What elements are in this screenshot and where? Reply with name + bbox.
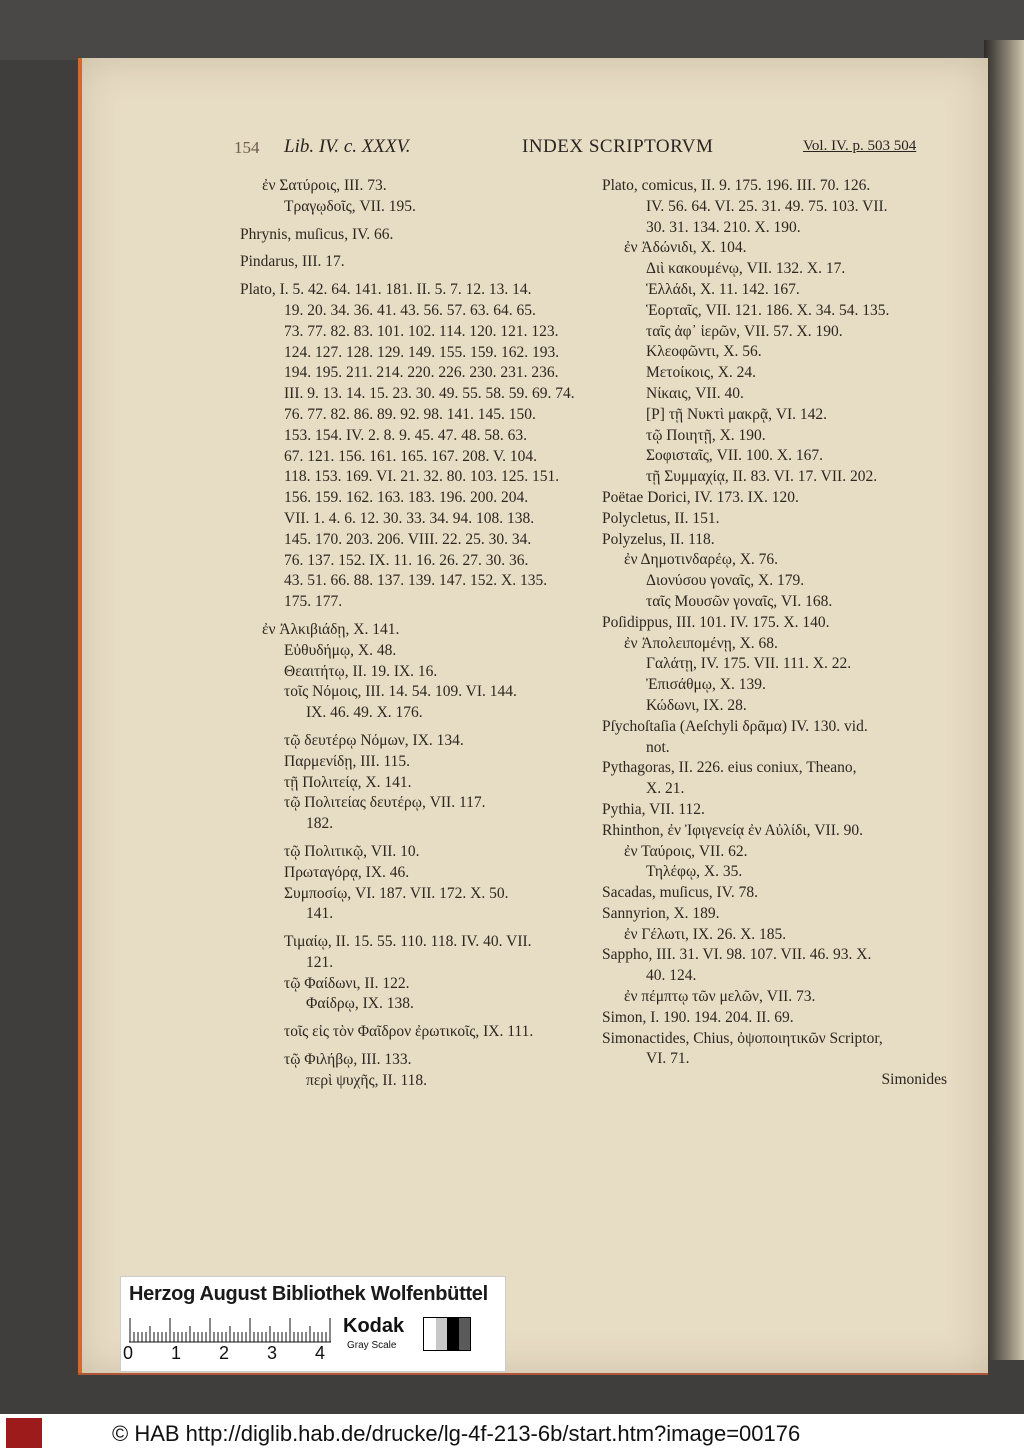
index-entry: Simon, I. 190. 194. 204. II. 69.: [602, 1008, 794, 1026]
ruler-number: 2: [219, 1343, 230, 1363]
index-entry: Plato, comicus, II. 9. 175. 196. III. 70. 126.: [602, 177, 871, 194]
copyright-link[interactable]: © HAB http://diglib.hab.de/drucke/lg-4f-213-6b/start.htm?image=00176: [112, 1421, 801, 1446]
index-entry: 30. 31. 134. 210. X. 190.: [646, 218, 801, 236]
index-entry: Τιμαίῳ, II. 15. 55. 110. 118. IV. 40. VII.: [284, 933, 532, 951]
gray-swatch: [436, 1318, 448, 1350]
index-entry: Μετοίκοις, X. 24.: [646, 364, 757, 382]
gray-swatch: [424, 1318, 436, 1350]
index-entry: τῷ δευτέρῳ Νόμων, IX. 134.: [284, 731, 464, 749]
index-entry: 121.: [306, 953, 334, 971]
page-number: 154: [234, 138, 260, 157]
index-entry: τοῖς εἰς τὸν Φαῖδρον ἐρωτικοῖς, IX. 111.: [284, 1023, 534, 1041]
ruler-number: 4: [315, 1343, 326, 1363]
page-bottom-edge: [78, 1373, 988, 1375]
footer-bar: [0, 1414, 1024, 1454]
index-entry: τῇ Πολιτείᾳ, X. 141.: [284, 773, 412, 791]
index-entry: Sannyrion, X. 189.: [602, 904, 720, 922]
index-entry: Polyzelus, II. 118.: [602, 530, 715, 548]
index-entry: Συμποσίῳ, VI. 187. VII. 172. X. 50.: [284, 884, 509, 902]
index-entry: τῷ Φιλήβῳ, III. 133.: [284, 1051, 412, 1069]
index-entry: 194. 195. 211. 214. 220. 226. 230. 231. 236.: [284, 364, 559, 382]
facing-page-edge: [984, 40, 1024, 1360]
index-entry: VII. 1. 4. 6. 12. 30. 33. 34. 94. 108. 138.: [284, 509, 535, 527]
ruler-number: 1: [171, 1343, 182, 1363]
index-entry: Rhinthon, ἐν Ἰφιγενείᾳ ἐν Αὐλίδι, VII. 90.: [602, 821, 863, 839]
index-entry: Τραγῳδοῖς, VII. 195.: [284, 197, 416, 215]
index-entry: τοῖς Νόμοις, III. 14. 54. 109. VI. 144.: [284, 683, 517, 701]
page-title: INDEX SCRIPTORVM: [522, 136, 714, 157]
index-entry: Ἐπισάθμῳ, X. 139.: [646, 676, 766, 694]
index-entry: περὶ ψυχῆς, II. 118.: [306, 1071, 427, 1089]
index-entry: ταῖς Μουσῶν γοναῖς, VI. 168.: [646, 592, 833, 610]
gray-swatches: [423, 1317, 471, 1351]
gray-swatch: [459, 1318, 471, 1350]
index-entry: 175. 177.: [284, 593, 343, 611]
index-entry: Ἑορταῖς, VII. 121. 186. X. 34. 54. 135.: [646, 301, 890, 319]
index-entry: ἐν Ἀλκιβιάδῃ, X. 141.: [262, 620, 400, 638]
index-entry: Sacadas, muſicus, IV. 78.: [602, 884, 758, 902]
index-entry: 182.: [306, 815, 334, 833]
index-entry: 124. 127. 128. 129. 149. 155. 159. 162. 193.: [284, 343, 560, 361]
index-entry: τῷ Φαίδωνι, II. 122.: [284, 974, 410, 992]
index-entry: ἐν Δημοτινδαρέῳ, X. 76.: [624, 551, 779, 569]
index-entry: τῷ Πολιτείας δευτέρῳ, VII. 117.: [284, 794, 486, 812]
index-entry: Θεαιτήτῳ, II. 19. IX. 16.: [284, 662, 438, 680]
index-entry: Simonactides, Chius, ὀψοποιητικῶν Scriptor,: [602, 1029, 883, 1047]
scale-ruler: [129, 1317, 331, 1343]
index-entry: 67. 121. 156. 161. 165. 167. 208. V. 104.: [284, 447, 538, 465]
color-card: [120, 1276, 506, 1372]
index-entry: τῷ Πολιτικῷ, VII. 10.: [284, 842, 420, 860]
index-entry: ἐν Ἀπολειπομένῃ, X. 68.: [624, 634, 778, 652]
index-entry: X. 21.: [646, 780, 685, 798]
index-entry: Pſychoſtaſia (Aeſchyli δρᾶμα) IV. 130. vid.: [602, 717, 868, 735]
index-entry: 73. 77. 82. 83. 101. 102. 114. 120. 121. 123.: [284, 322, 559, 340]
grayscale-label: Gray Scale: [347, 1340, 397, 1351]
index-column-left: [240, 176, 592, 1092]
index-entry: Poſidippus, III. 101. IV. 175. X. 140.: [602, 613, 830, 631]
page-left-edge: [78, 58, 82, 1375]
index-entry: Εὐθυδήμῳ, X. 48.: [284, 641, 397, 659]
index-entry: ἐν πέμπτῳ τῶν μελῶν, VII. 73.: [624, 988, 816, 1006]
index-entry: Φαίδρῳ, IX. 138.: [306, 995, 414, 1013]
index-entry: 76. 137. 152. IX. 11. 16. 26. 27. 30. 36.: [284, 551, 529, 569]
ruler-numbers: [123, 1343, 333, 1367]
index-entry: Pythagoras, II. 226. eius coniux, Theano,: [602, 759, 857, 777]
scan-background: [0, 0, 1024, 60]
hab-logo-icon: [6, 1418, 42, 1448]
index-entry: 43. 51. 66. 88. 137. 139. 147. 152. X. 135.: [284, 572, 548, 590]
index-entry: 145. 170. 203. 206. VIII. 22. 25. 30. 34.: [284, 530, 532, 548]
ruler-number: 3: [267, 1343, 278, 1363]
volume-reference: Vol. IV. p. 503 504: [803, 138, 917, 154]
index-entry: 156. 159. 162. 163. 183. 196. 200. 204.: [284, 489, 529, 507]
index-entry: III. 9. 13. 14. 15. 23. 30. 49. 55. 58. 59. 69. 74.: [284, 385, 575, 403]
catchword: Simonides: [881, 1071, 947, 1089]
running-head: [0, 132, 1024, 164]
index-entry: Poëtae Dorici, IV. 173. IX. 120.: [602, 488, 799, 506]
index-entry: [Ρ] τῇ Νυκτὶ μακρᾷ, VI. 142.: [646, 405, 828, 423]
index-entry: ἐν Ταύροις, VII. 62.: [624, 842, 748, 860]
index-entry: not.: [646, 738, 670, 756]
index-entry: Πρωταγόρᾳ, IX. 46.: [284, 863, 410, 881]
index-entry: 141.: [306, 905, 334, 923]
index-entry: Ἑλλάδι, X. 11. 142. 167.: [646, 280, 800, 298]
index-entry: Plato, I. 5. 42. 64. 141. 181. II. 5. 7. 12. 13. 14.: [240, 281, 532, 299]
index-entry: Polycletus, II. 151.: [602, 509, 720, 527]
index-entry: Κώδωνι, IX. 28.: [646, 696, 747, 714]
index-entry: Pythia, VII. 112.: [602, 800, 705, 818]
index-entry: 153. 154. IV. 2. 8. 9. 45. 47. 48. 58. 63.: [284, 426, 527, 444]
index-entry: Σοφισταῖς, VII. 100. X. 167.: [646, 447, 823, 465]
kodak-logo: Kodak: [343, 1315, 405, 1337]
library-name: Herzog August Bibliothek Wolfenbüttel: [129, 1283, 488, 1305]
index-entry: Νίκαις, VII. 40.: [646, 384, 744, 402]
index-entry: Διὶ κακουμένῳ, VII. 132. X. 17.: [646, 260, 846, 278]
index-entry: Τηλέφῳ, X. 35.: [646, 863, 743, 881]
index-entry: τῇ Συμμαχίᾳ, II. 83. VI. 17. VII. 202.: [646, 468, 878, 486]
index-entry: IX. 46. 49. X. 176.: [306, 704, 423, 722]
index-entry: τῷ Ποιητῇ, X. 190.: [646, 426, 766, 444]
index-entry: 19. 20. 34. 36. 41. 43. 56. 57. 63. 64. 65.: [284, 301, 536, 319]
index-entry: IV. 56. 64. VI. 25. 31. 49. 75. 103. VII.: [646, 197, 888, 215]
index-entry: ἐν Σατύροις, III. 73.: [262, 177, 387, 194]
index-entry: 76. 77. 82. 86. 89. 92. 98. 141. 145. 150.: [284, 405, 536, 423]
index-entry: Γαλάτῃ, IV. 175. VII. 111. X. 22.: [646, 655, 852, 673]
ruler-number: 0: [123, 1343, 134, 1363]
index-entry: VI. 71.: [646, 1050, 690, 1068]
index-entry: Pindarus, III. 17.: [240, 253, 345, 271]
index-entry: Sappho, III. 31. VI. 98. 107. VII. 46. 93. X.: [602, 946, 872, 964]
index-entry: Phrynis, muſicus, IV. 66.: [240, 225, 394, 243]
index-entry: ἐν Ἀδώνιδι, X. 104.: [624, 239, 747, 257]
index-entry: Κλεοφῶντι, X. 56.: [646, 343, 762, 361]
index-entry: 40. 124.: [646, 967, 697, 985]
index-entry: ἐν Γέλωτι, IX. 26. X. 185.: [624, 925, 787, 943]
index-entry: 118. 153. 169. VI. 21. 32. 80. 103. 125. 151.: [284, 468, 560, 486]
gray-swatch: [447, 1318, 459, 1350]
index-entry: Διονύσου γοναῖς, X. 179.: [646, 572, 805, 590]
book-chapter: Lib. IV. c. XXXV.: [284, 136, 411, 157]
index-entry: ταῖς ἀφ᾽ ἱερῶν, VII. 57. X. 190.: [646, 322, 843, 340]
index-entry: Παρμενίδῃ, III. 115.: [284, 752, 410, 770]
index-column-right: [602, 176, 947, 1091]
